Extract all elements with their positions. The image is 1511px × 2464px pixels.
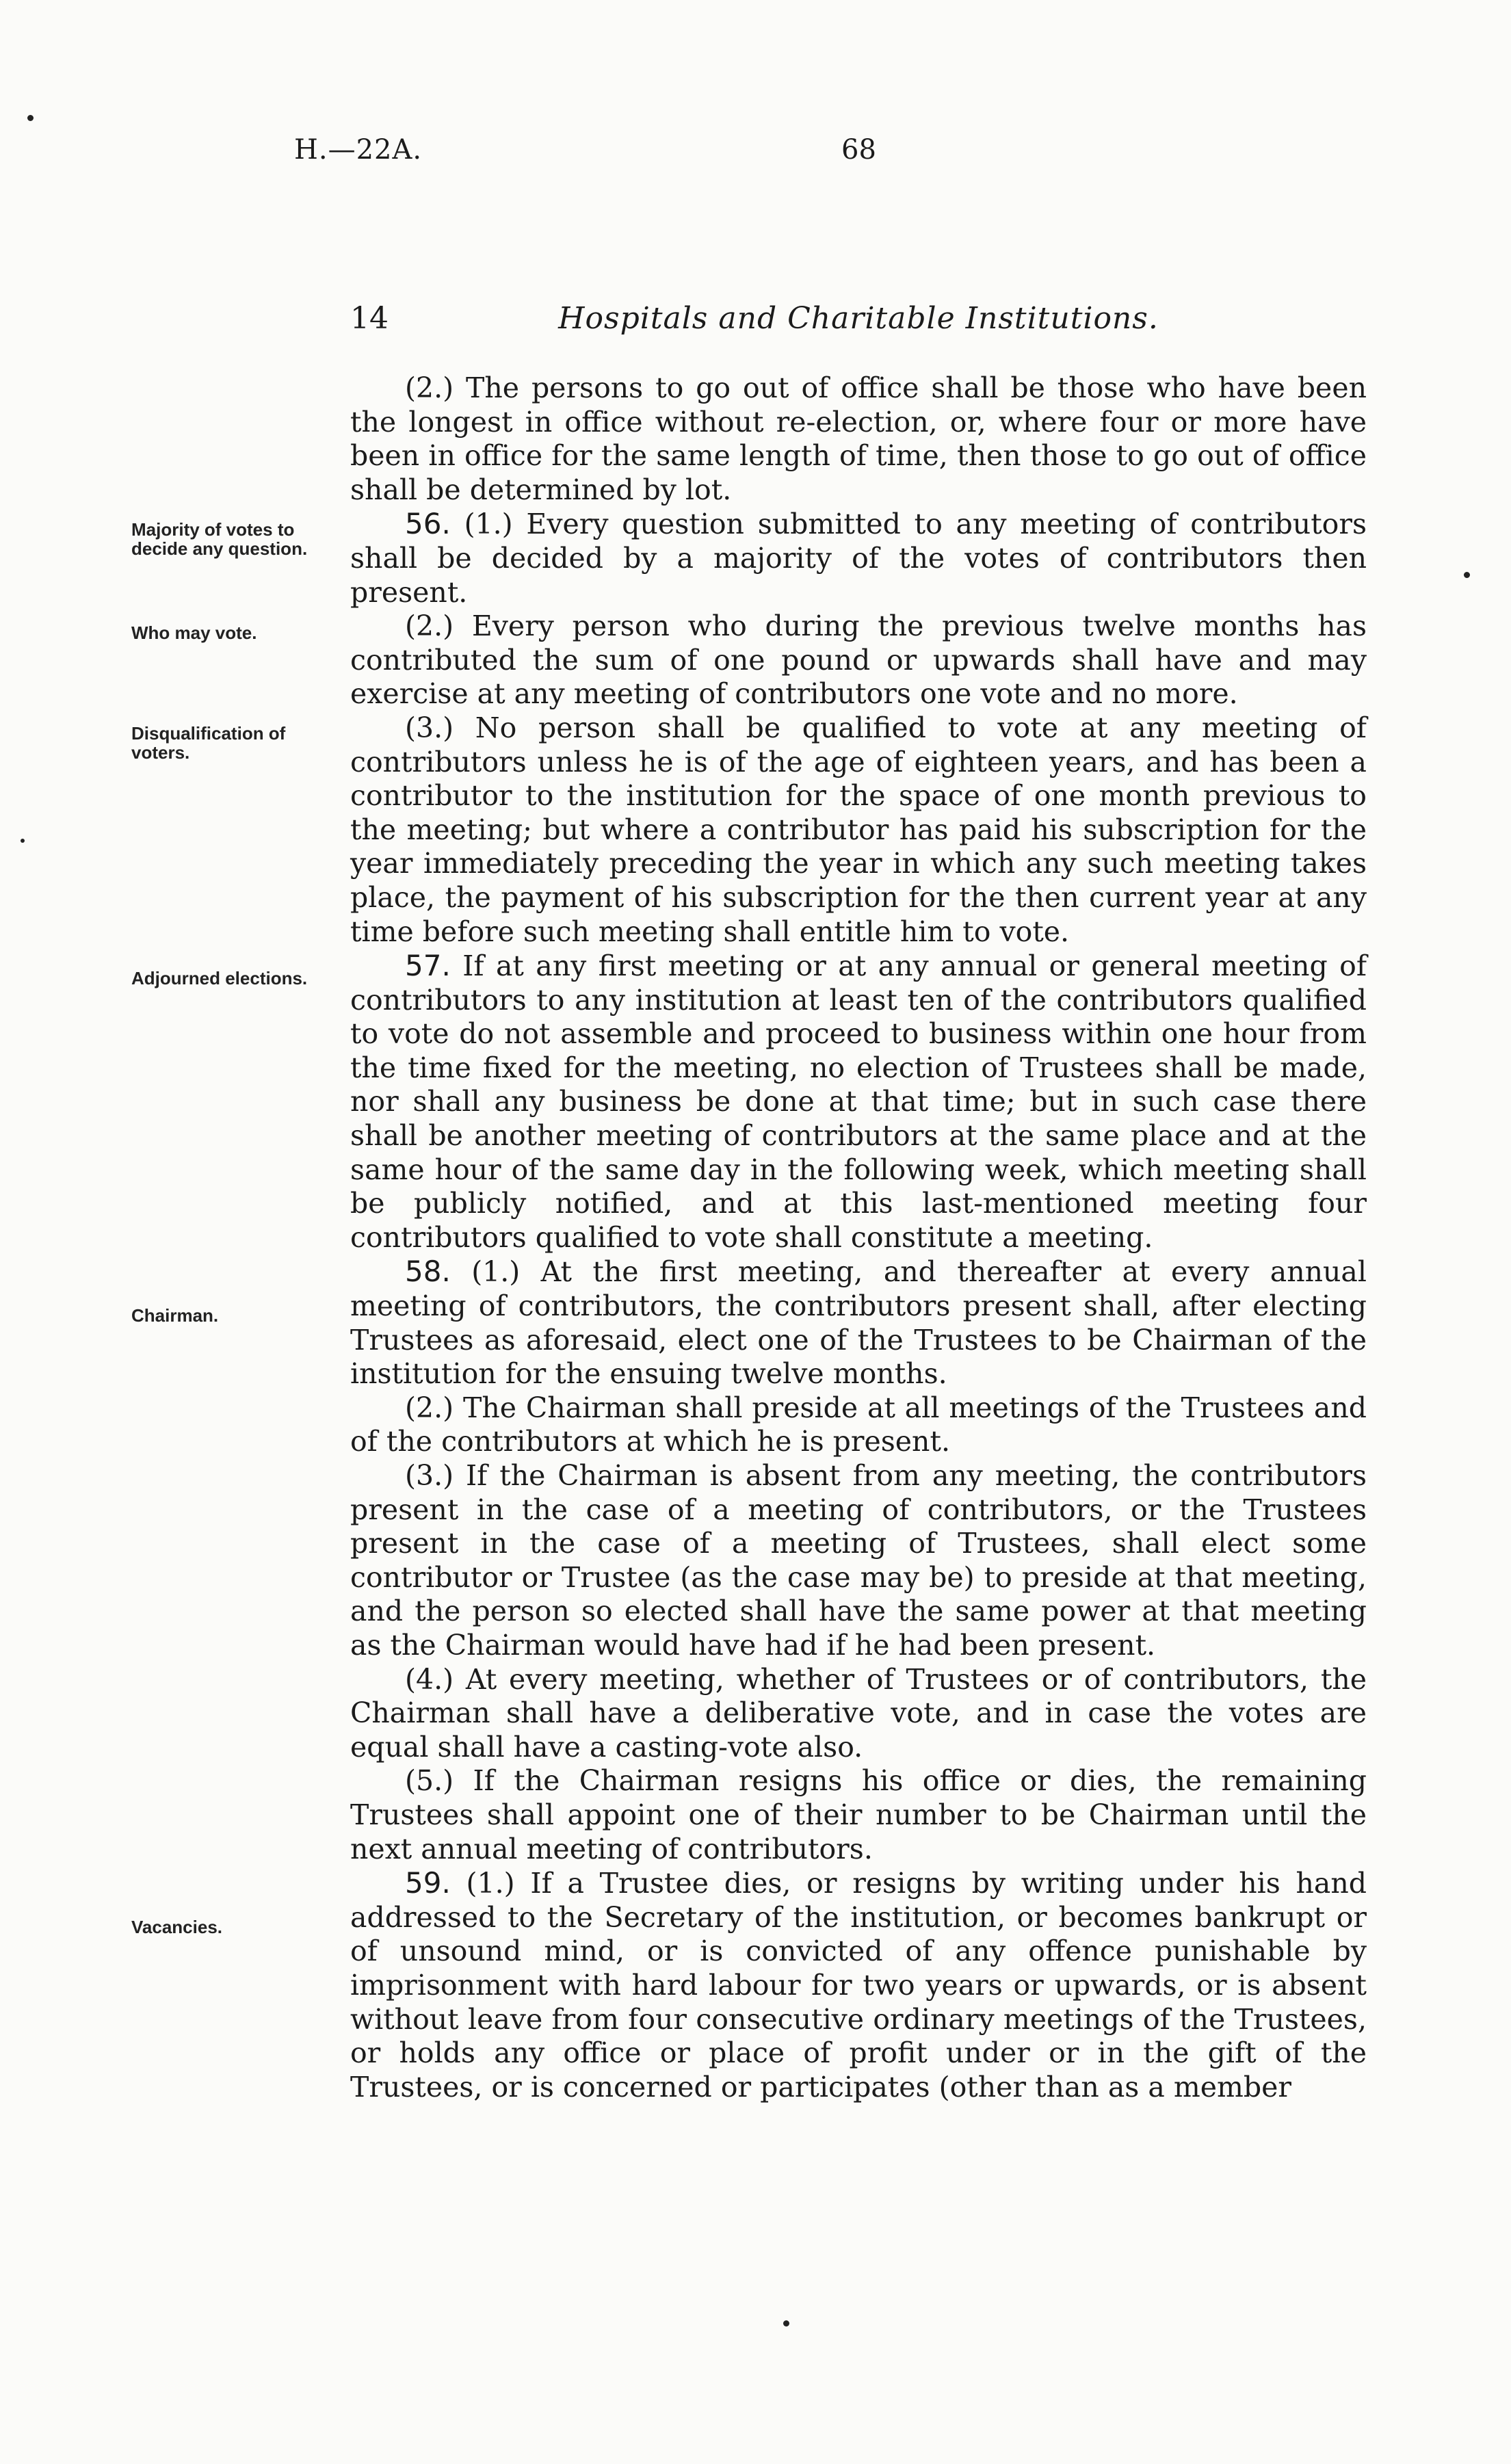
body-text	[350, 371, 1367, 2104]
paragraph-s58-4: (4.) At every meeting, whether of Trustees or of contributors, the Chairman shall have a deliberative vote, and in case the votes are equal shall have a casting-vote also.	[350, 1662, 1367, 1764]
doc-reference: H.—22A.	[294, 134, 423, 166]
paragraph-s58-5: (5.) If the Chairman resigns his office or dies, the remaining Trustees shall appoint one of their number to be Chairman until the next annual meeting of contributors.	[350, 1764, 1367, 1865]
ink-speck	[783, 2320, 789, 2327]
section-number-59: 59.	[405, 1866, 451, 1900]
paragraph-s56-2: (2.) Every person who during the previous twelve months has contributed the sum of one pound or upwards shall have and may exercise at any meeting of contributors one vote and no more.	[350, 610, 1367, 711]
section-number-57: 57.	[405, 949, 451, 983]
ink-speck	[1464, 572, 1470, 578]
paragraph-s58-2: (2.) The Chairman shall preside at all meetings of the Trustees and of the contributors at which he is present.	[350, 1391, 1367, 1458]
margin-note-who-may-vote: Who may vote.	[131, 622, 257, 643]
ink-speck	[27, 115, 34, 121]
paragraph-s58-1: 58. (1.) At the first meeting, and thereafter at every annual meeting of contributors, the contributors present shall, after electing Trustees as aforesaid, elect one of the Trustees to be Chairman of the institution for the ensuing twelve months.	[350, 1255, 1367, 1391]
margin-note-chairman: Chairman.	[131, 1305, 219, 1326]
paragraph-s56-3: (3.) No person shall be qualified to vote at any meeting of contributors unless he is of the age of eighteen years, and has been a contributor to the institution for the space of one month previous to the meeting; but where a contributor has paid his subscription for the year immediately preceding the year in which any such meeting takes place, the payment of his subscription for the then current year at any time before such meeting shall entitle him to vote.	[350, 711, 1367, 948]
paragraph-s57: 57. If at any first meeting or at any annual or general meeting of contributors to any institution at least ten of the contributors qualified to vote do not assemble and proceed to business within one hour from the time fixed for the meeting, no election of Trustees shall be made, nor shall any business be done at that time; but in such case there shall be another meeting of contributors at the same place and at the same hour of the same day in the following week, which meeting shall be publicly notified, and at this last-mentioned meeting four contributors qualified to vote shall constitute a meeting.	[350, 949, 1367, 1254]
section-number-58: 58.	[405, 1255, 451, 1289]
margin-note-majority: Majority of votes to decide any question.	[131, 519, 308, 559]
paragraph-s55-2: (2.) The persons to go out of office shall be those who have been the longest in office without re-election, or, where four or more have been in office for the same length of time, then those to go out of office shall be determined by lot.	[350, 371, 1367, 506]
margin-note-vacancies: Vacancies.	[131, 1917, 222, 1937]
paragraph-s59-1: 59. (1.) If a Trustee dies, or resigns by writing under his hand addressed to the Secretary of the institution, or becomes bankrupt or of unsound mind, or is convicted of any offence punishable by imprisonment with hard labour for two years or upwards, or is absent without leave from four consecutive ordinary meetings of the Trustees, or holds any office or place of profit under or in the gift of the Trustees, or is concerned or participates (other than as a member	[350, 1866, 1367, 2103]
running-title: Hospitals and Charitable Institutions.	[558, 301, 1159, 336]
paragraph-s56-1: 56. (1.) Every question submitted to any meeting of contributors shall be decided by a majority of the votes of contributors then present.	[350, 507, 1367, 609]
margin-note-adjourned: Adjourned elections.	[131, 968, 308, 988]
ink-speck	[21, 839, 25, 843]
paragraph-s58-3: (3.) If the Chairman is absent from any meeting, the contributors present in the case of a meeting of contributors, or the Trustees present in the case of a meeting of Trustees, shall elect some contributor or Trustee (as the case may be) to preside at that meeting, and the person so elected shall have the same power at that meeting as the Chairman would have had if he had been present.	[350, 1459, 1367, 1662]
section-number-56: 56.	[405, 507, 451, 541]
doc-page-number: 68	[841, 134, 876, 166]
margin-note-disqualification: Disqualification of voters.	[131, 723, 286, 763]
page-number: 14	[350, 301, 389, 336]
